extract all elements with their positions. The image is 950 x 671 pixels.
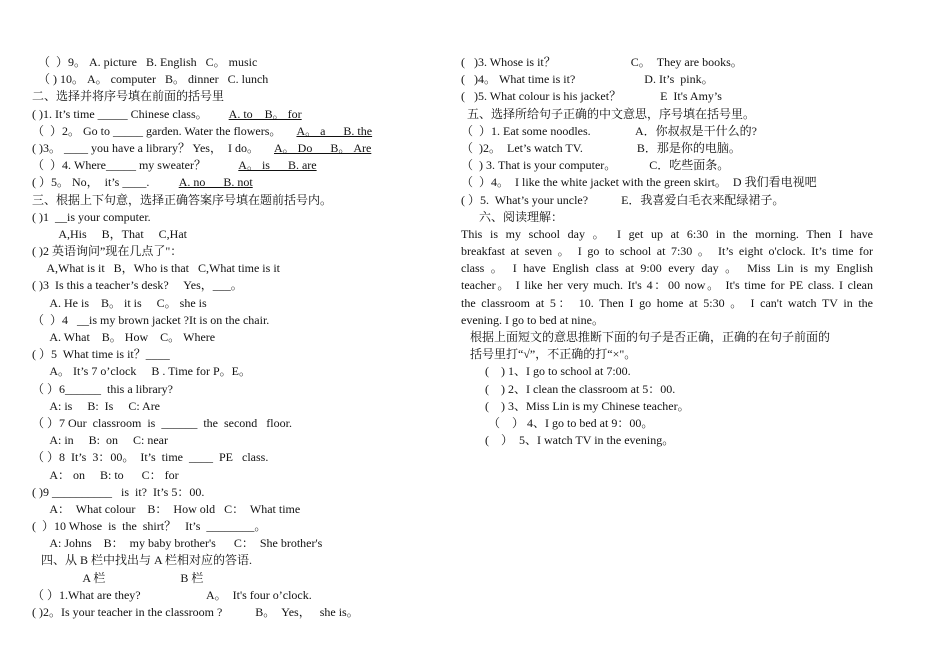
text-line: A。 It’s 7 o’clock B . Time for P。E。 xyxy=(32,364,252,379)
text-line: A. He is B。 it is C。 she is xyxy=(32,295,207,310)
text-line: （ ）4。 I like the white jacket with the green skirt。 D 我们看电视吧 xyxy=(461,175,817,190)
question-text: ( ）5。 No， it’s ____. xyxy=(32,175,179,190)
text-line: ( ) 1、I go to school at 7:00. xyxy=(461,364,631,379)
text-line: ( )5. What colour is his jacket？ E It's Amy’s xyxy=(461,89,722,104)
text-line: ( ）5. What’s your uncle? E．我喜爱白毛衣来配绿裙子。 xyxy=(461,192,785,207)
text-line: ( )9 __________ is it? It’s 5：00. xyxy=(32,484,205,499)
text-line: A: Johns B： my baby brother's C： She brother's xyxy=(32,536,323,551)
text-line: class 。 I have English class at 9:00 every day 。 Miss Lin is my English xyxy=(461,261,873,276)
text-line: （ ）4 __is my brown jacket ?It is on the chair. xyxy=(32,312,270,327)
text-line: ( )4。 What time is it? D. It’s pink。 xyxy=(461,72,714,87)
text-line: （ ) 3. That is your computer。 C．吃些面条。 xyxy=(461,158,730,173)
section-heading: 四、从 B 栏中找出与 A 栏相对应的答语. xyxy=(32,553,253,568)
text-line: ( )3 Is this a teacher’s desk? Yes，___。 xyxy=(32,278,243,293)
question-line xyxy=(32,106,437,123)
text-line: （ ）1. Eat some noodles. A．你叔叔是干什么的? xyxy=(461,123,757,138)
text-line: ( )2 英语询问”现在几点了"： xyxy=(32,244,183,259)
answer-options: A。 Do B。 Are xyxy=(273,140,372,155)
left-column xyxy=(32,54,437,621)
text-line: A： What colour B： How old C： What time xyxy=(32,501,301,516)
text-line: evening. I go to bed at nine。 xyxy=(461,312,604,327)
question-text: （ ）4. Where_____ my sweater？ xyxy=(32,158,239,173)
text-line: ( ） 5、I watch TV in the evening。 xyxy=(461,433,675,448)
text-line: teacher。 I like her very much. It's 4：00 now。 It's time for PE class. I clean xyxy=(461,278,873,293)
text-line: （ ）8 It’s 3：00。 It’s time ____ PE class. xyxy=(32,450,269,465)
section-heading: 二、选择并将序号填在前面的括号里 xyxy=(32,89,225,104)
section-heading: 六、阅读理解： xyxy=(461,209,564,224)
text-line: A,His B，That C,Hat xyxy=(32,226,187,241)
text-line: ( ) 3、Miss Lin is my Chinese teacher。 xyxy=(461,398,690,413)
text-line: （ )2。 Let’s watch TV. B．那是你的电脑。 xyxy=(461,140,741,155)
text-line: （ ) 10。 A。 computer B。 dinner C. lunch xyxy=(32,72,269,87)
section-heading: 五、选择所给句子正确的中文意思，序号填在括号里。 xyxy=(461,106,756,121)
answer-options: A。 is B. are xyxy=(238,158,317,173)
text-line: ( ）10 Whose is the shirt？ It’s ________。 xyxy=(32,519,267,534)
section-heading: 根据上面短文的意思推断下面的句子是否正确，正确的在句子前面的 xyxy=(461,330,831,344)
question-text: ( )3。 ____ you have a library？ Yes， I do。 xyxy=(32,140,274,155)
question-line xyxy=(32,123,437,140)
text-line: the classroom at 5： 10. Then I go home at 5:30 。 I can't watch TV in the xyxy=(461,295,873,310)
text-line: A 栏 B 栏 xyxy=(32,570,204,585)
question-line xyxy=(32,174,437,191)
text-line: （ ） 4、I go to bed at 9：00。 xyxy=(461,415,654,430)
question-line xyxy=(32,140,437,157)
section-heading: 三、根据上下句意，选择正确答案序号填在题前括号内。 xyxy=(32,192,333,207)
text-line: A: is B: Is C: Are xyxy=(32,398,161,413)
text-line: ( )3. Whose is it？ C。 They are books。 xyxy=(461,55,743,69)
text-line: （ ）1.What are they? A。 It's four o’clock. xyxy=(32,587,312,602)
text-line: This is my school day 。 I get up at 6:30 in the morning. Then I have xyxy=(461,226,873,241)
text-line: breakfast at seven 。 I go to school at 7:30 。 It’s eight o'clock. It’s time for xyxy=(461,244,873,259)
text-line: A. What B。 How C。 Where xyxy=(32,330,216,344)
question-text: （ ）2。 Go to _____ garden. Water the flowers。 xyxy=(32,123,297,138)
answer-options: A. to B。 for xyxy=(228,106,302,121)
text-line: （ ）9。 A. picture B. English C。 music xyxy=(32,55,258,69)
question-line xyxy=(32,157,437,174)
answer-options: A. no B. not xyxy=(178,175,253,190)
section-heading: 括号里打“√”，不正确的打“×"。 xyxy=(461,347,637,362)
question-text: ( )1. It’s time _____ Chinese class。 xyxy=(32,106,229,121)
text-line: ( )2。Is your teacher in the classroom ? B。 Yes， she is。 xyxy=(32,605,359,619)
text-line: A： on B: to C： for xyxy=(32,467,179,482)
text-line: ( ) 2、I clean the classroom at 5：00. xyxy=(461,381,676,396)
text-line: ( ）5 What time is it？____ xyxy=(32,347,170,362)
right-column xyxy=(461,54,873,449)
text-line: ( )1 __is your computer. xyxy=(32,209,151,224)
text-line: A,What is it B，Who is that C,What time is it xyxy=(32,261,280,276)
text-line: （ ）6______ this a library? xyxy=(32,381,173,396)
answer-options: A。 a B. the xyxy=(296,123,373,138)
text-line: （ ）7 Our classroom is ______ the second floor. xyxy=(32,415,292,430)
text-line: A: in B: on C: near xyxy=(32,433,168,448)
